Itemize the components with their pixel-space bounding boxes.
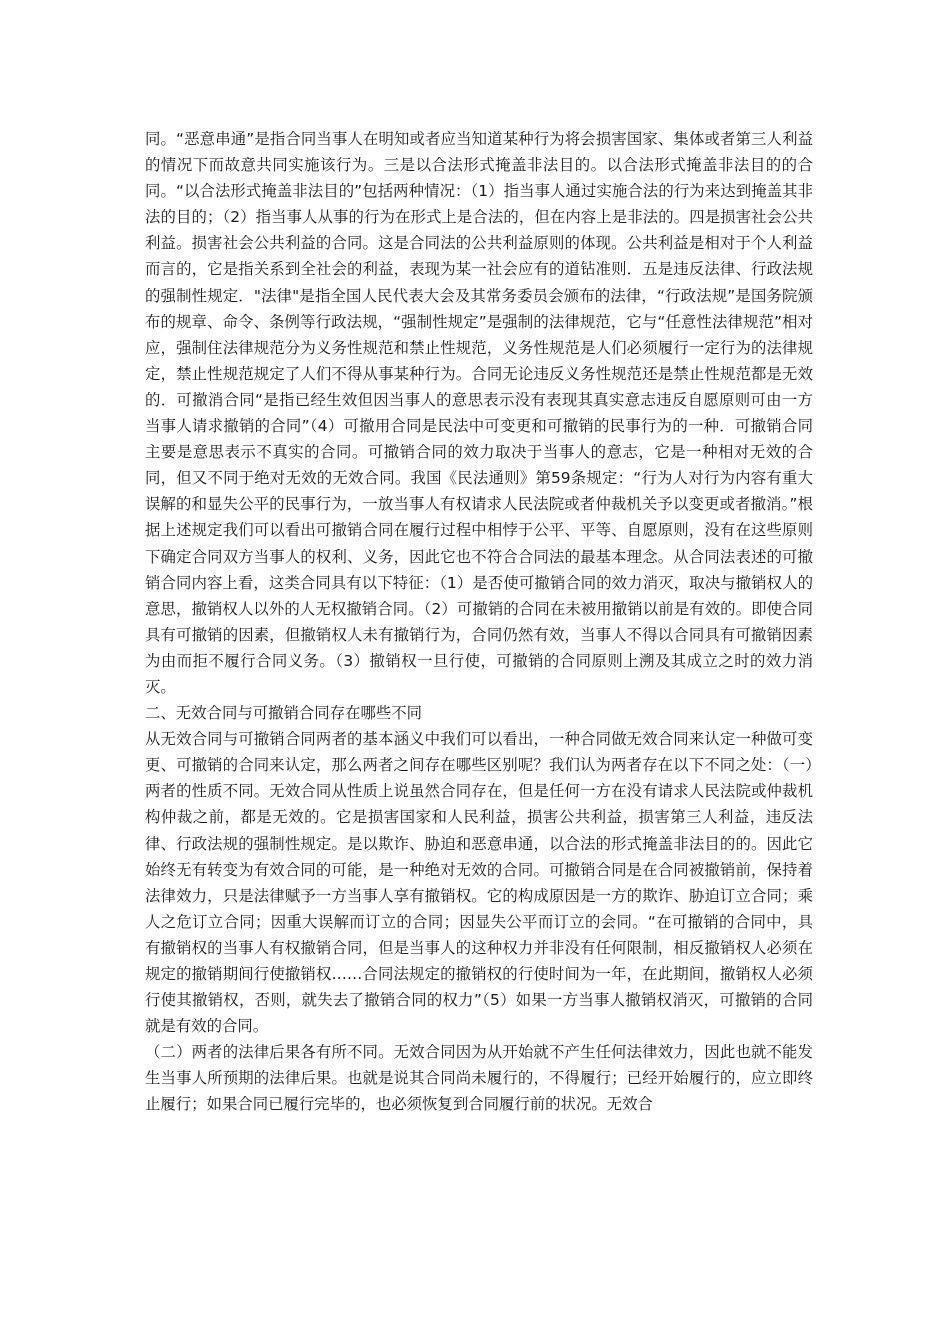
paragraph-void-and-voidable-contracts: 同。“恶意串通”是指合同当事人在明知或者应当知道某种行为将会损害国家、集体或者第三人利益的情况下而故意共同实施该行为。三是以合法形式掩盖非法目的。以合法形式掩盖非法目的的合同。“以合法形式掩盖非法目的”包括两种情况：（1）指当事人通过实施合法的行为来达到掩盖其非法的目的；（2）指当事人从事的行为在形式上是合法的，但在内容上是非法的。四是损害社会公共利益。损害社会公共利益的合同。这是合同法的公共利益原则的体现。公共利益是相对于个人利益而言的，它是指关系到全社会的利益，表现为某一社会应有的道钻准则．五是违反法律、行政法规的强制性规定．"法律"是指全国人民代表大会及其常务委员会颁布的法律，“行政法规”是国务院颁布的规章、命令、条例等行政法规，“强制性规定”是强制的法律规范，它与“任意性法律规范”相对应，强制住法律规范分为义务性规范和禁止性规范，义务性规范是人们必须履行一定行为的法律规定，禁止性规范规定了人们不得从事某种行为。合同无论违反义务性规范还是禁止性规范都是无效的．可撤消合同“是指已经生效但因当事人的意思表示没有表现其真实意志违反自愿原则可由一方当事人请求撤销的合同”（4）可撤用合同是民法中可变更和可撤销的民事行为的一种．可撤销合同主要是意思表示不真实的合同。可撤销合同的效力取决于当事人的意志，它是一种相对无效的合同，但又不同于绝对无效的无效合同。我国《民法通则》第59条规定：“行为人对行为内容有重大误解的和显失公平的民事行为，一放当事人有权请求人民法院或者仲裁机关予以变更或者撤消。”根据上述规定我们可以看出可撤销合同在履行过程中相悖于公平、平等、自愿原则，没有在这些原则下确定合同双方当事人的权利、义务，因此它也不符合合同法的最基本理念。从合同法表述的可撤销合同内容上看，这类合同具有以下特征：（1）是否使可撤销合同的效力消灭，取决与撤销权人的意思，撤销权人以外的人无权撤销合同。（2）可撤销的合同在未被用撤销以前是有效的。即使合同具有可撤销的因素，但撤销权人未有撤销行为，合同仍然有效，当事人不得以合同具有可撤销因素为由而拒不履行合同义务。（3）撤销权一旦行使，可撤销的合同原则上溯及其成立之时的效力消灭。: [145, 130, 813, 696]
section-heading-differences: 二、无效合同与可撤销合同存在哪些不同: [145, 704, 423, 723]
document-body: [145, 126, 813, 1118]
paragraph-legal-consequences: （二）两者的法律后果各有所不同。无效合同因为从开始就不产生任何法律效力，因此也就不能发生当事人所预期的法律后果。也就是说其合同尚未履行的，不得履行；已经开始履行的，应立即终止履行；如果合同已履行完毕的，也必须恢复到合同履行前的状况。无效合: [145, 1043, 813, 1114]
paragraph-nature-differences: 从无效合同与可撤销合同两者的基本涵义中我们可以看出，一种合同做无效合同来认定一种做可变更、可撤销的合同来认定，那么两者之间存在哪些区别呢？我们认为两者存在以下不同之处：（一）两者的性质不同。无效合同从性质上说虽然合同存在，但是任何一方在没有请求人民法院或仲裁机构仲裁之前，都是无效的。它是损害国家和人民利益，损害公共利益，损害第三人利益，违反法律、行政法规的强制性规定。是以欺诈、胁迫和恶意串通，以合法的形式掩盖非法目的的。因此它始终无有转变为有效合同的可能，是一种绝对无效的合同。可撤销合同是在合同被撤销前，保持着法律效力，只是法律赋予一方当事人享有撤销权。它的构成原因是一方的欺诈、胁迫订立合同；乘人之危订立合同；因重大误解而订立的合同；因显失公平而订立的会同。“在可撤销的合同中，具有撤销权的当事人有权撤销合同，但是当事人的这种权力并非没有任何限制，相反撤销权人必须在规定的撤销期间行使撤销权……合同法规定的撤销权的行使时间为一年，在此期间，撤销权人必须行使其撤销权，否则，就失去了撤销合同的权力”（5）如果一方当事人撤销权消灭，可撤销的合同就是有效的合同。: [145, 730, 813, 1036]
